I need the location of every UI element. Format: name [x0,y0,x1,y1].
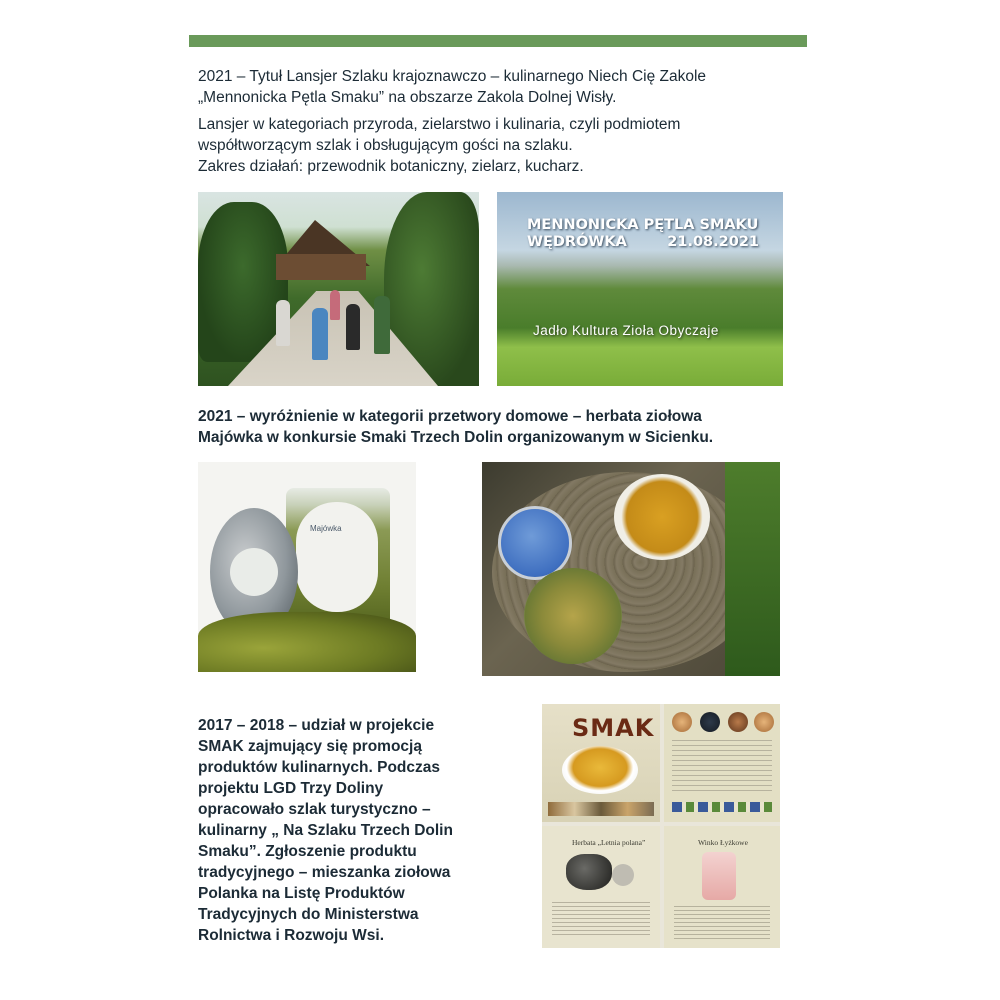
section3-line: kulinarny „ Na Szlaku Trzech Dolin [198,822,453,839]
poster-caption: Jadło Kultura Zioła Obyczaje [533,323,719,338]
section3-line: Rolnictwa i Rozwoju Wsi. [198,927,384,944]
photo-group-walk [198,192,479,386]
book-page-tea-title: Herbata „Letnia polana” [572,838,646,847]
section3-text [198,715,518,946]
poster-date: 21.08.2021 [667,234,759,250]
section3-line: projektu LGD Trzy Doliny [198,780,384,797]
book-back-cover [664,704,780,822]
section1-line5: Zakres działań: przewodnik botaniczny, zielarz, kucharz. [198,158,584,175]
header-bar [189,35,807,47]
section3-line: produktów kulinarnych. Podczas [198,759,441,776]
photo-herb-jar [198,462,416,672]
photo-herbal-tea [482,462,780,676]
poster-subtitle-row [527,234,759,250]
book-page-tea [542,826,660,948]
section3-line: 2017 – 2018 – udział w projekcie [198,717,435,734]
section2-line1: 2021 – wyróżnienie w kategorii przetwory domowe – herbata ziołowa [198,408,702,425]
book-page-wine [664,826,780,948]
section3-line: Polanka na Listę Produktów [198,885,405,902]
section2-text [198,406,808,448]
section1-line4: współtworzącym szlak i obsługującym gości na szlaku. [198,137,573,154]
section3-line: opracowało szlak turystyczno – [198,801,431,818]
poster-title: MENNONICKA PĘTLA SMAKU [527,217,759,233]
photo-landscape-poster [497,192,783,386]
section3-line: SMAK zajmujący się promocją [198,738,422,755]
section3-line: Smaku”. Zgłoszenie produktu [198,843,417,860]
book-cover [542,704,660,822]
jar-label: Majówka [310,524,342,533]
photo-smak-book [542,704,780,948]
section1-line3: Lansjer w kategoriach przyroda, zielarstwo i kulinaria, czyli podmiotem [198,116,681,133]
book-page-wine-title: Winko Łyżkowe [698,838,748,847]
book-cover-title: SMAK [572,714,655,742]
poster-subtitle: WĘDRÓWKA [527,234,627,250]
section3-line: Tradycyjnych do Ministerstwa [198,906,419,923]
section1-text [198,66,808,177]
section2-line2: Majówka w konkursie Smaki Trzech Dolin organizowanym w Sicienku. [198,429,714,446]
section1-line2: „Mennonicka Pętla Smaku” na obszarze Zakola Dolnej Wisły. [198,89,617,106]
section3-line: tradycyjnego – mieszanka ziołowa [198,864,451,881]
section1-line1: 2021 – Tytuł Lansjer Szlaku krajoznawczo – kulinarnego Niech Cię Zakole [198,68,707,85]
